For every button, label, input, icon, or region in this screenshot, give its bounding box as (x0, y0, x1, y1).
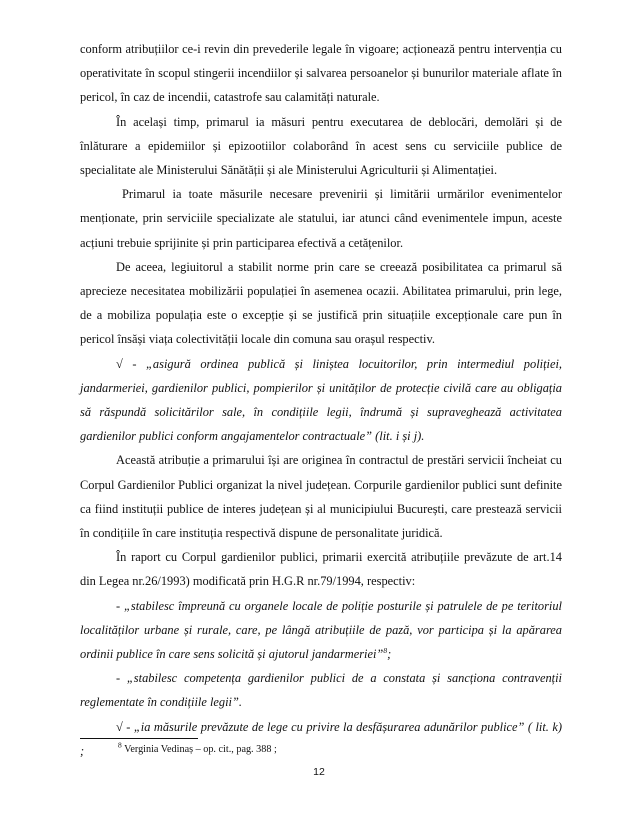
paragraph-2: În același timp, primarul ia măsuri pentru executarea de deblocări, demolări și de înlăturare a epidemiilor și epizootiilor colaborând în acest sens cu serviciile publice de specialitate ale Ministerului Sănătății și ale Ministerului Agriculturii și Alimentației. (80, 114, 562, 178)
paragraph-4: De aceea, legiuitorul a stabilit norme prin care se creează posibilitatea ca primarul să aprecieze necesitatea mobilizării populației în asemenea ocazii. Abilitatea primarului, prin lege, de a mobiliza populația este o excepție și se justifică prin situațiile excepționale care pun în pericol însăși viața colectivității locale din comuna sau orașul respectiv. (80, 259, 562, 347)
footnote-text: Verginia Vedinaș – op. cit., pag. 388 ; (121, 744, 277, 755)
paragraph-7: În raport cu Corpul gardienilor publici, primarii exercită atribuțiile prevăzute de art.14 din Legea nr.26/1993) modificată prin H.G.R nr.79/1994, respectiv: (80, 550, 562, 589)
quote-text: „asigură ordinea publică și liniștea locuitorilor, prin intermediul poliției, jandarmeriei, gardienilor publici, pompierilor și unităților de protecție civilă care au obligația să răspundă solicitărilor sale, în condițiile legii, îndrumă și supraveghează activitatea gardienilor publici conform angajamentelor contractuale” (lit. i și j). (80, 356, 562, 444)
footnote-number: 8 (118, 740, 122, 750)
footnote-divider (80, 738, 198, 739)
paragraph-5 (80, 352, 562, 449)
body-text (80, 37, 562, 763)
quote-text: - „stabilesc împreună cu organele locale de poliție posturile și patrulele de pe teritoriul localităților urbane și rurale, care, pe lângă atribuțiile de pază, vor participa și la apărarea ordinii publice în care sens solicită și ajutorul jandarmeriei” (80, 598, 562, 662)
quote-text: „ia măsurile prevăzute de lege cu privire la desfășurarea adunărilor publice” ( lit. k) ; (80, 719, 562, 758)
paragraph-1: conform atribuțiilor ce-i revin din prevederile legale în vigoare; acționează pentru intervenția cu operativitate în scopul stingerii incendiilor și salvarea persoanelor și bunurilor materiale aflate în pericol, în caz de incendii, catastrofe sau calamități naturale. (80, 42, 562, 105)
checkmark-symbol: √ - (116, 719, 134, 734)
footnote-ref: 8 (383, 645, 388, 655)
paragraph-3: Primarul ia toate măsurile necesare prevenirii și limitării urmărilor evenimentelor menționate, prin serviciile specializate ale statului, iar atunci când evenimentele impun, aceste acțiuni trebuie sprijinite și prin participarea efectivă a cetățenilor. (80, 187, 562, 250)
paragraph-6: Această atribuție a primarului își are originea în contractul de prestări servicii încheiat cu Corpul Gardienilor Publici organizat la nivel județean. Corpurile gardienilor publici sunt definite ca fiind instituții publice de interes județean și al municipiului București, care prestează servicii în condițiile în care instituția respectivă dispune de personalitate juridică. (80, 453, 562, 541)
checkmark-symbol: √ - (116, 356, 147, 371)
paragraph-8 (80, 594, 562, 667)
paragraph-9: - „stabilesc competența gardienilor publici de a constata și sancționa contravenții reglementate în condițiile legii”. (80, 671, 562, 710)
footnote (118, 740, 558, 757)
page-number: 12 (313, 766, 325, 778)
quote-end: ; (387, 647, 392, 662)
